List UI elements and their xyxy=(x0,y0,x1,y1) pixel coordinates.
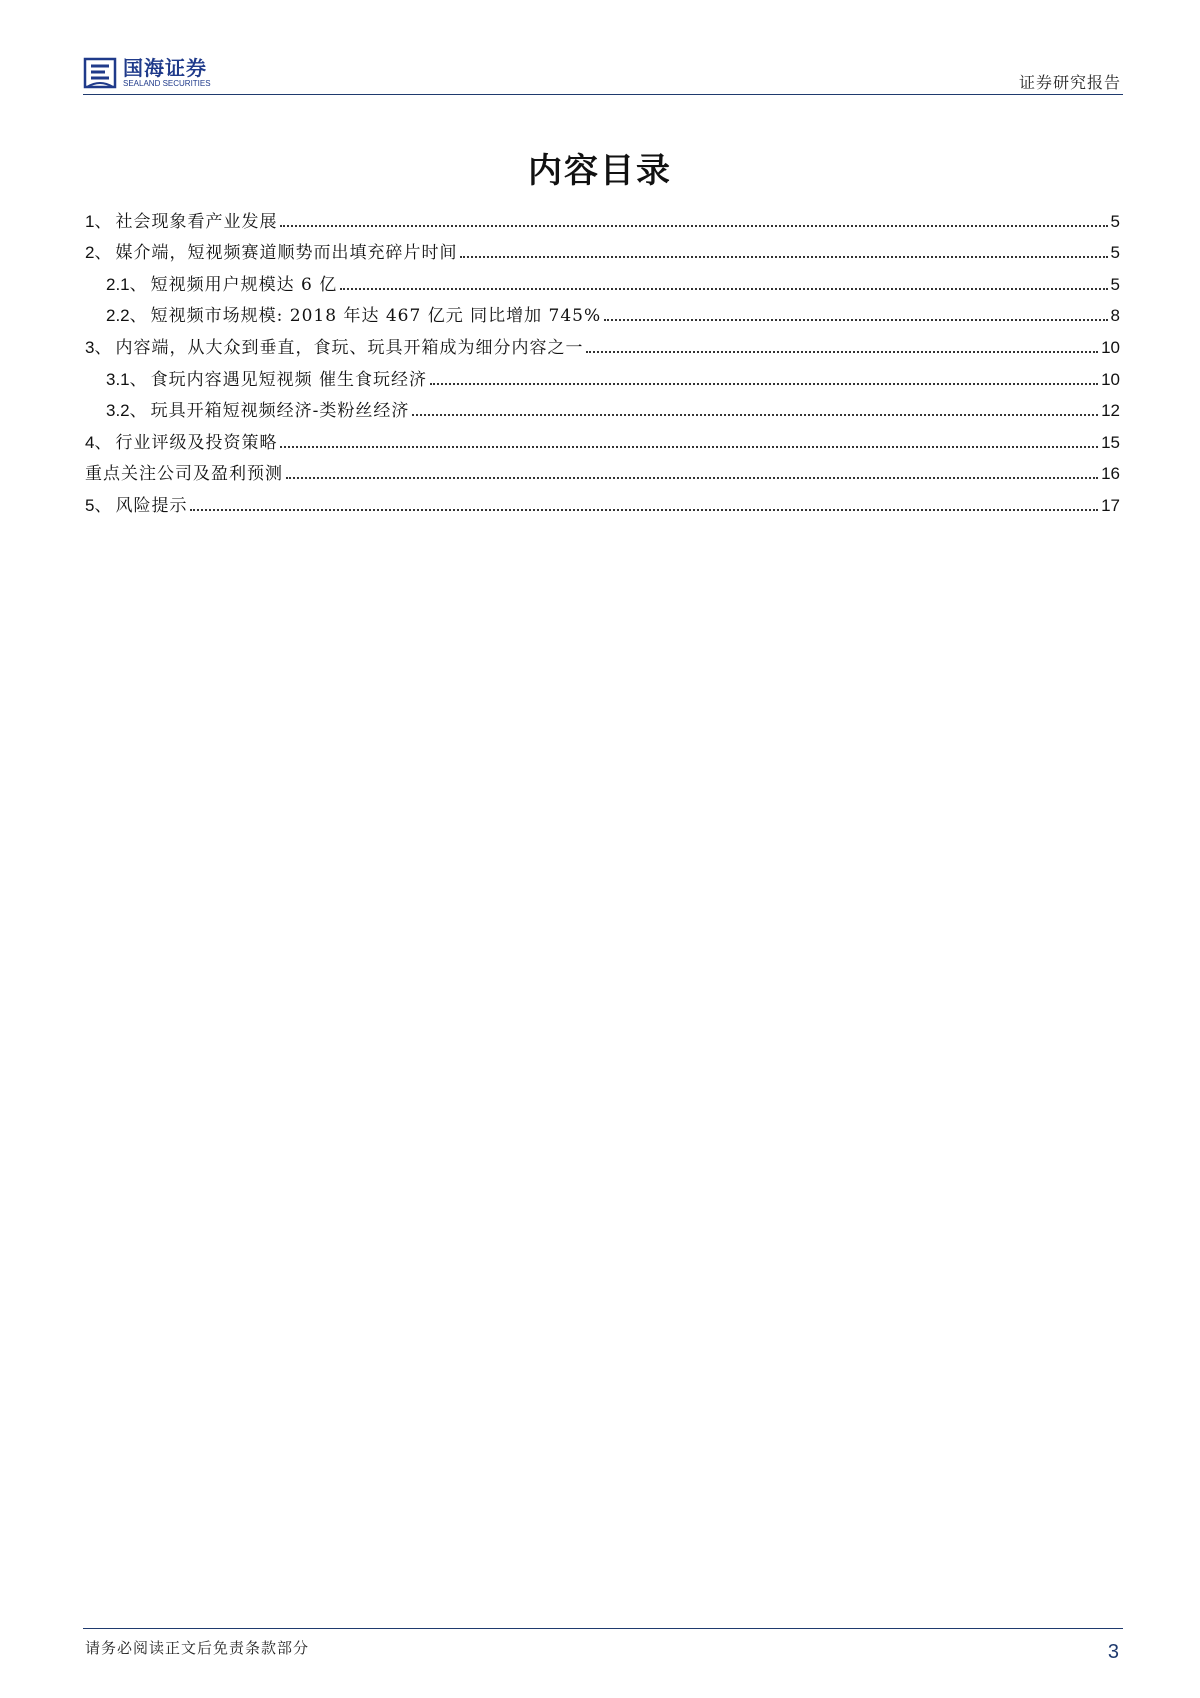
toc-leader-dots xyxy=(460,256,1107,258)
toc-entry-text: 社会现象看产业发展 xyxy=(115,211,278,232)
toc-entry-text: 行业评级及投资策略 xyxy=(115,432,278,453)
toc-entry-number: 2.1、 xyxy=(106,274,147,294)
toc-leader-dots xyxy=(280,225,1107,227)
page-number: 3 xyxy=(1107,1641,1119,1663)
toc-entry[interactable] xyxy=(85,484,1120,516)
toc-entry-number: 2.2、 xyxy=(106,306,147,326)
toc-leader-dots xyxy=(190,509,1098,511)
toc-entry-page: 8 xyxy=(1110,306,1120,326)
toc-entry-page: 12 xyxy=(1101,401,1120,421)
toc-entry-text: 重点关注公司及盈利预测 xyxy=(85,464,283,485)
company-logo xyxy=(83,54,211,92)
toc-leader-dots xyxy=(604,319,1107,321)
page-footer xyxy=(83,1628,1123,1677)
toc-entry-page: 10 xyxy=(1101,369,1120,389)
toc-leader-dots xyxy=(412,414,1098,416)
toc-entry-text: 短视频用户规模达 6 亿 xyxy=(150,274,338,295)
toc-entry-text: 内容端，从大众到垂直，食玩、玩具开箱成为细分内容之一 xyxy=(115,337,584,358)
toc-subentry[interactable] xyxy=(85,390,1120,422)
toc-entry-text: 风险提示 xyxy=(115,495,188,516)
table-of-contents xyxy=(85,200,1120,516)
toc-entry-text: 媒介端，短视频赛道顺势而出填充碎片时间 xyxy=(115,243,458,264)
toc-entry-text: 玩具开箱短视频经济-类粉丝经济 xyxy=(150,401,410,422)
toc-subentry[interactable] xyxy=(85,295,1120,327)
toc-entry-page: 15 xyxy=(1101,432,1120,452)
sealand-logo-icon xyxy=(83,56,117,90)
toc-leader-dots xyxy=(340,288,1107,290)
toc-entry[interactable] xyxy=(85,326,1120,358)
toc-entry-text: 短视频市场规模: 2018 年达 467 亿元 同比增加 745% xyxy=(150,306,602,327)
toc-leader-dots xyxy=(430,383,1098,385)
toc-entry-number: 1、 xyxy=(85,211,112,231)
toc-title: 内容目录 xyxy=(528,151,672,191)
toc-entry-page: 17 xyxy=(1101,495,1120,515)
toc-entry[interactable] xyxy=(85,421,1120,453)
toc-subentry[interactable] xyxy=(85,358,1120,390)
disclaimer-note: 请务必阅读正文后免责条款部分 xyxy=(85,1639,310,1657)
toc-entry[interactable] xyxy=(85,232,1120,264)
toc-entry-number: 4、 xyxy=(85,432,112,452)
logo-chinese-name: 国海证券 xyxy=(123,56,207,80)
toc-entry-number: 5、 xyxy=(85,495,112,515)
toc-entry-page: 16 xyxy=(1101,464,1120,484)
toc-entry-page: 10 xyxy=(1101,337,1120,357)
toc-entry-page: 5 xyxy=(1110,243,1120,263)
logo-english-name: SEALAND SECURITIES xyxy=(123,79,211,88)
toc-entry[interactable] xyxy=(85,200,1120,232)
toc-leader-dots xyxy=(586,351,1098,353)
toc-entry-number: 3.1、 xyxy=(106,369,147,389)
toc-entry-page: 5 xyxy=(1110,211,1120,231)
toc-entry-number: 3.2、 xyxy=(106,401,147,421)
toc-entry-text: 食玩内容遇见短视频 催生食玩经济 xyxy=(150,369,428,390)
toc-leader-dots xyxy=(280,446,1098,448)
toc-entry[interactable] xyxy=(85,453,1120,485)
report-type-label: 证券研究报告 xyxy=(1018,73,1121,92)
toc-leader-dots xyxy=(286,477,1098,479)
toc-entry-page: 5 xyxy=(1110,274,1120,294)
toc-entry-number: 2、 xyxy=(85,243,112,263)
toc-entry-number: 3、 xyxy=(85,337,112,357)
toc-subentry[interactable] xyxy=(85,263,1120,295)
page-header xyxy=(83,54,1123,95)
